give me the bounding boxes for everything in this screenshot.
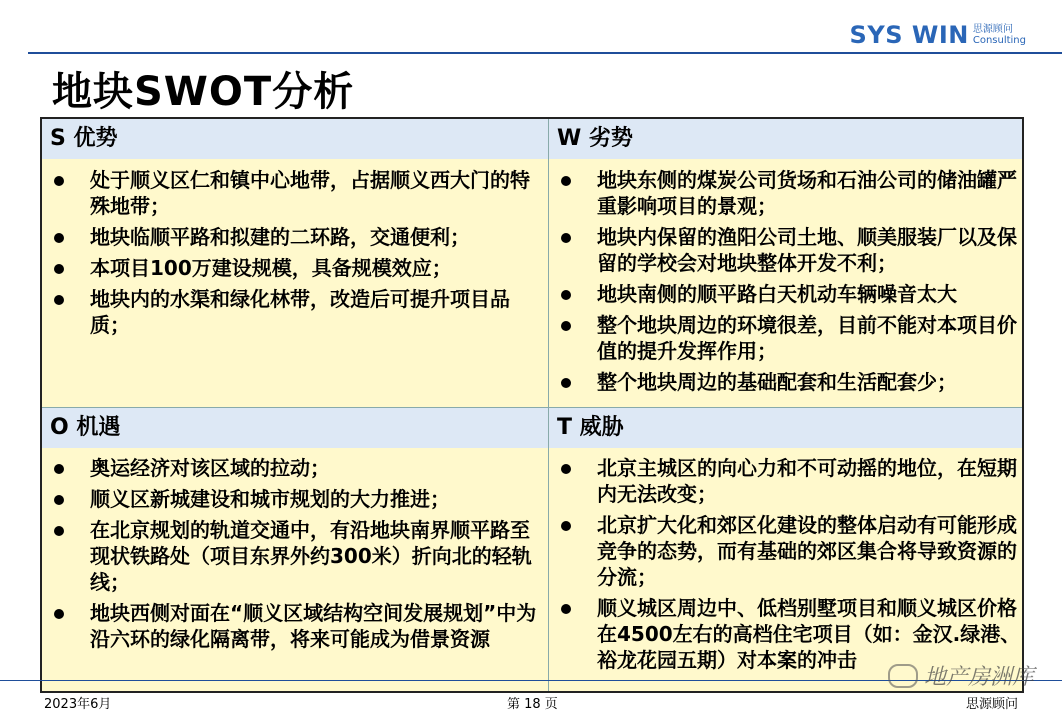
bullet-icon	[561, 464, 571, 474]
bullet-icon	[561, 378, 571, 388]
bullet-icon	[54, 526, 64, 536]
bullet-item	[549, 281, 1022, 307]
bullet-item	[549, 224, 1022, 276]
bullet-item	[42, 455, 540, 481]
bullet-item	[549, 312, 1022, 364]
bullet-icon	[54, 176, 64, 186]
opportunities-header: O 机遇	[42, 408, 548, 448]
opportunities-cell	[42, 455, 540, 687]
weaknesses-cell	[549, 167, 1022, 405]
strengths-header: S 优势	[42, 119, 548, 159]
bullet-text: 顺义区新城建设和城市规划的大力推进；	[90, 487, 450, 511]
threats-cell	[549, 455, 1022, 687]
footer-date: 2023年6月	[44, 697, 112, 712]
company-logo	[850, 20, 1026, 50]
strengths-cell	[42, 167, 540, 405]
weaknesses-header: W 劣势	[549, 119, 1022, 159]
bullet-text: 地块东侧的煤炭公司货场和石油公司的储油罐严重影响项目的景观；	[597, 168, 1017, 218]
bullet-item	[42, 286, 540, 338]
bullet-icon	[54, 495, 64, 505]
bullet-icon	[561, 321, 571, 331]
watermark: 地产房洲库	[888, 660, 1034, 691]
bullet-text: 北京主城区的向心力和不可动摇的地位，在短期内无法改变；	[597, 456, 1017, 506]
bullet-item	[549, 455, 1022, 507]
threats-list	[549, 455, 1022, 673]
strengths-list	[42, 167, 540, 338]
bullet-icon	[54, 464, 64, 474]
bullet-item	[549, 167, 1022, 219]
bullet-item	[42, 255, 540, 281]
bullet-icon	[54, 233, 64, 243]
bullet-text: 北京扩大化和郊区化建设的整体启动有可能形成竞争的态势，而有基础的郊区集合将导致资源的分流；	[597, 513, 1017, 589]
threats-header: T 威胁	[549, 408, 1022, 448]
bullet-icon	[54, 295, 64, 305]
bullet-text: 在北京规划的轨道交通中，有沿地块南界顺平路至现状铁路处（项目东界外约300米）折向北的轻轨线；	[90, 518, 532, 594]
bullet-item	[549, 369, 1022, 395]
logo-wordmark: SYS WIN	[849, 21, 969, 49]
footer-page-number: 第 18 页	[507, 697, 558, 712]
bullet-icon	[561, 176, 571, 186]
bullet-item	[549, 512, 1022, 590]
page-title: 地块SWOT分析	[52, 69, 355, 115]
bullet-text: 奥运经济对该区域的拉动；	[90, 456, 330, 480]
bullet-text: 地块西侧对面在“顺义区域结构空间发展规划”中为沿六环的绿化隔离带，将来可能成为借景资源	[90, 601, 537, 651]
bullet-text: 整个地块周边的环境很差，目前不能对本项目价值的提升发挥作用；	[597, 313, 1017, 363]
bullet-text: 地块南侧的顺平路白天机动车辆噪音太大	[597, 282, 957, 306]
bullet-item	[42, 517, 540, 595]
footer-company: 思源顾问	[965, 697, 1018, 712]
bullet-item	[42, 486, 540, 512]
header-rule	[28, 52, 1062, 54]
bullet-item	[42, 224, 540, 250]
opportunities-list	[42, 455, 540, 652]
bullet-icon	[561, 290, 571, 300]
bullet-text: 地块临顺平路和拟建的二环路，交通便利；	[90, 225, 470, 249]
bullet-text: 处于顺义区仁和镇中心地带，占据顺义西大门的特殊地带；	[90, 168, 530, 218]
bullet-text: 地块内的水渠和绿化林带，改造后可提升项目品质；	[90, 287, 510, 337]
bullet-icon	[561, 233, 571, 243]
bullet-icon	[54, 609, 64, 619]
bullet-text: 顺义城区周边中、低档别墅项目和顺义城区价格在4500左右的高档住宅项目（如：金汉.绿港、裕龙花园五期）对本案的冲击	[597, 596, 1021, 672]
bullet-icon	[561, 604, 571, 614]
bullet-icon	[54, 264, 64, 274]
bullet-icon	[561, 521, 571, 531]
bullet-text: 本项目100万建设规模，具备规模效应；	[90, 256, 452, 280]
swot-table	[40, 117, 1024, 693]
logo-subtitle: 思源顾问 Consulting	[972, 24, 1026, 46]
bullet-text: 整个地块周边的基础配套和生活配套少；	[597, 370, 957, 394]
bullet-item	[42, 600, 540, 652]
weaknesses-list	[549, 167, 1022, 395]
bullet-item	[42, 167, 540, 219]
wechat-icon	[888, 664, 918, 688]
bullet-text: 地块内保留的渔阳公司土地、顺美服装厂以及保留的学校会对地块整体开发不利；	[597, 225, 1017, 275]
